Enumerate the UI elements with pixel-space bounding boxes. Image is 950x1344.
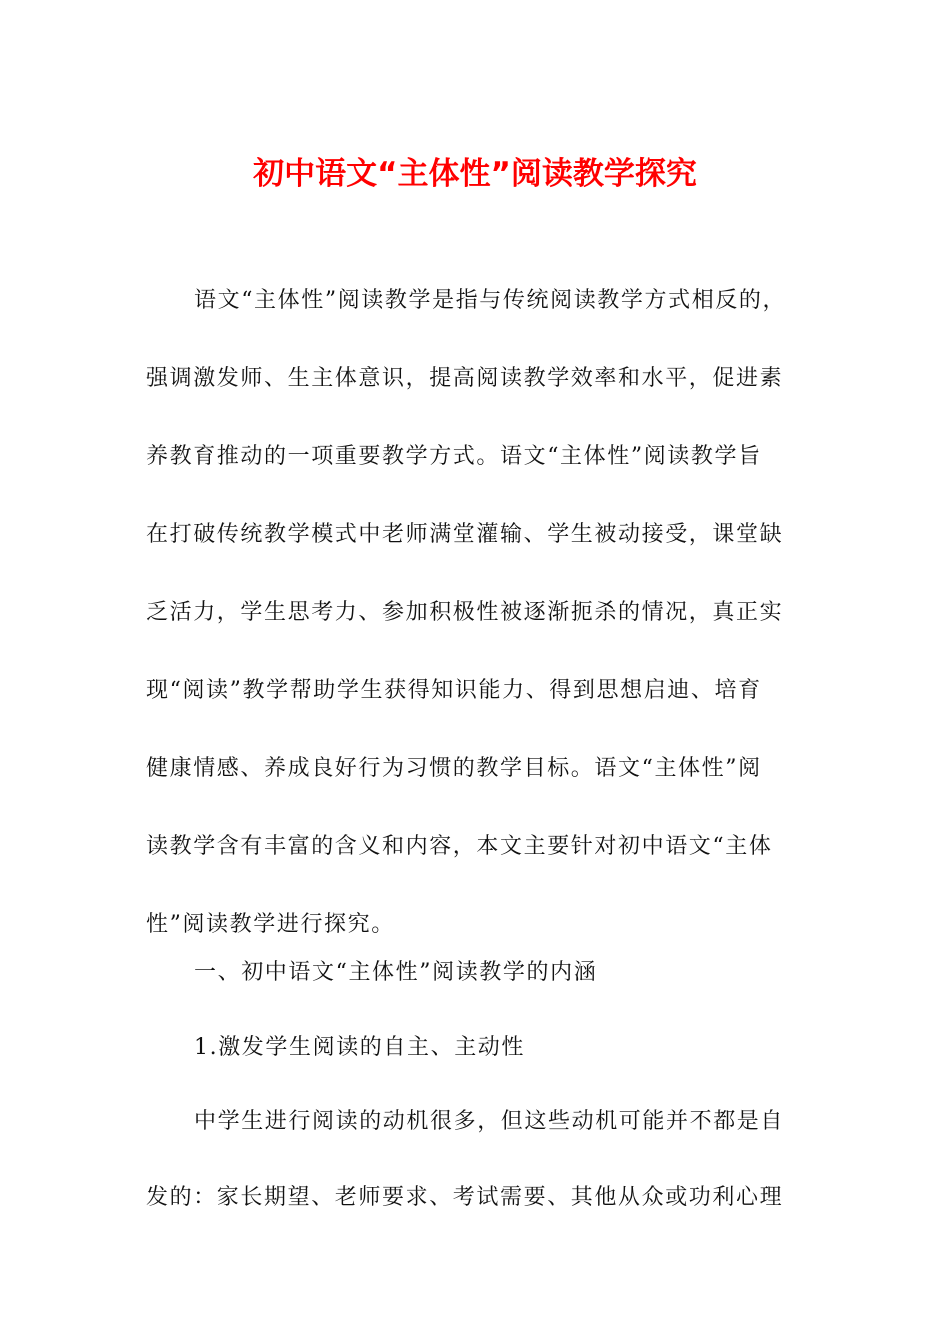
paragraph-line: 在打破传统教学模式中老师满堂灌输、学生被动接受，课堂缺 [146, 522, 784, 547]
paragraph-line: 语文“主体性”阅读教学是指与传统阅读教学方式相反的， [194, 288, 787, 313]
document-title: 初中语文“主体性”阅读教学探究 [253, 156, 697, 192]
paragraph-line: 养教育推动的一项重要教学方式。语文“主体性”阅读教学旨 [146, 444, 762, 469]
paragraph-line: 健康情感、养成良好行为习惯的教学目标。语文“主体性”阅 [146, 756, 762, 781]
paragraph-line: 乏活力，学生思考力、参加积极性被逐渐扼杀的情况，真正实 [146, 600, 784, 625]
paragraph-line: 中学生进行阅读的动机很多，但这些动机可能并不都是自 [194, 1109, 785, 1134]
paragraph-line: 发的：家长期望、老师要求、考试需要、其他从众或功利心理 [146, 1185, 784, 1210]
paragraph-line: 现“阅读”教学帮助学生获得知识能力、得到思想启迪、培育 [146, 678, 762, 703]
paragraph-line: 读教学含有丰富的含义和内容，本文主要针对初中语文“主体 [146, 834, 773, 859]
paragraph-line: 性”阅读教学进行探究。 [146, 912, 395, 937]
section-heading: 一、初中语文“主体性”阅读教学的内涵 [194, 960, 598, 985]
subsection-heading: 1.激发学生阅读的自主、主动性 [194, 1035, 525, 1060]
paragraph-line: 强调激发师、生主体意识，提高阅读教学效率和水平，促进素 [146, 366, 784, 391]
